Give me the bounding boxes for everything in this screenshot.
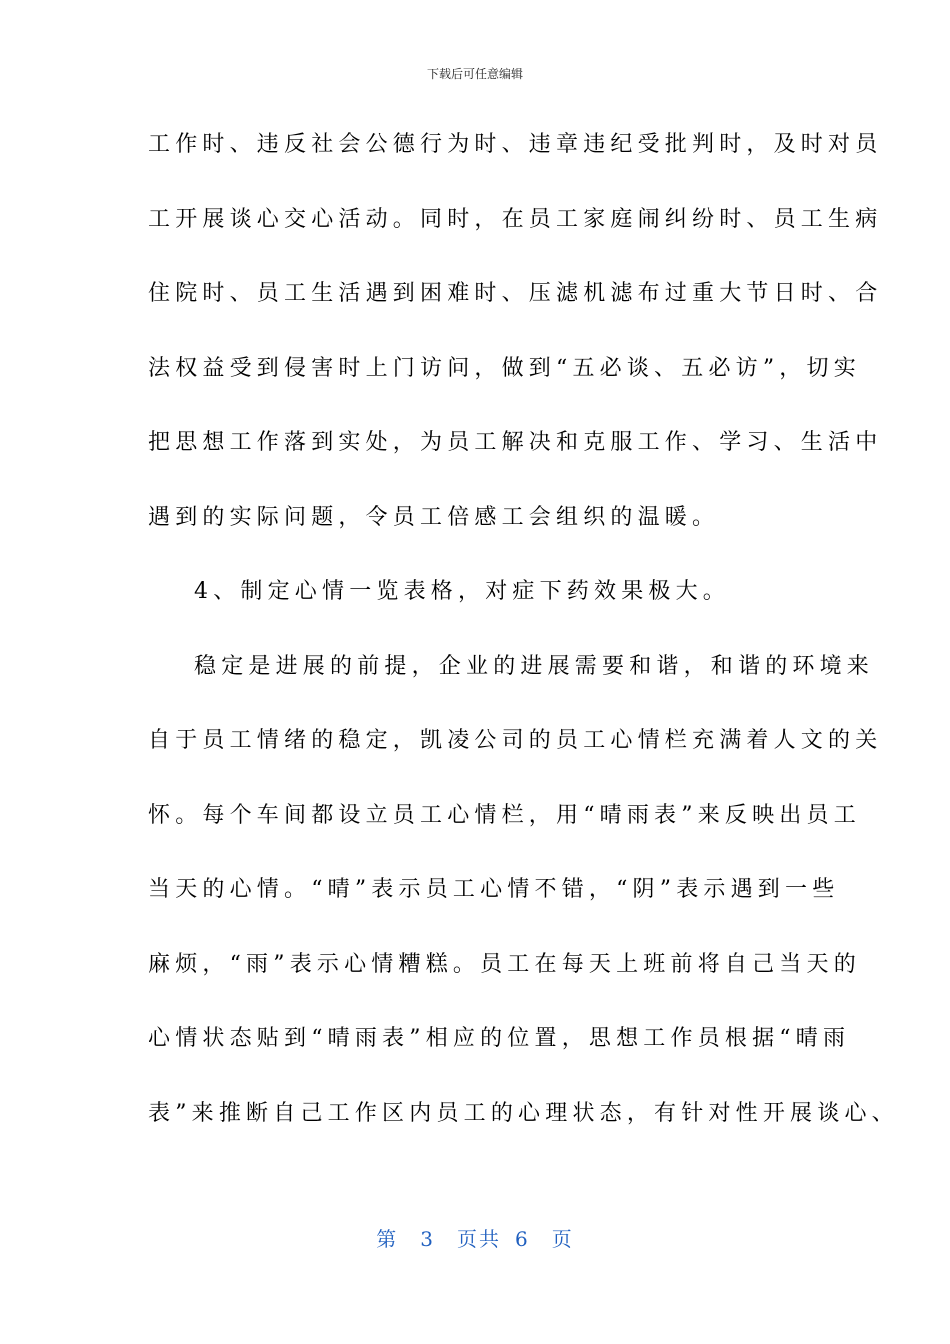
- paragraph-line: 麻烦，“雨”表示心情糟糕。员工在每天上班前将自己当天的: [148, 951, 861, 977]
- paragraph-line: 工开展谈心交心活动。同时，在员工家庭闹纠纷时、员工生病: [148, 206, 883, 232]
- paragraph-line: 把思想工作落到实处，为员工解决和克服工作、学习、生活中: [148, 430, 883, 455]
- paragraph-line: 怀。每个车间都设立员工心情栏，用“晴雨表”来反映出员工: [148, 802, 861, 828]
- paragraph-line: 遇到的实际问题，令员工倍感工会组织的温暖。: [148, 504, 720, 530]
- footer-prefix: 第: [376, 1227, 399, 1251]
- paragraph-line: 法权益受到侵害时上门访问，做到“五必谈、五必访”，切实: [148, 355, 861, 381]
- paragraph-line: 当天的心情。“晴”表示员工心情不错，“阴”表示遇到一些: [148, 877, 840, 902]
- total-pages-number: 6: [515, 1227, 530, 1251]
- footer-middle: 页共: [457, 1227, 501, 1251]
- paragraph-line: 表”来推断自己工作区内员工的心理状态，有针对性开展谈心、: [148, 1100, 899, 1126]
- document-body: [148, 123, 899, 1166]
- paragraph-line: 工作时、违反社会公德行为时、违章违纪受批判时，及时对员: [148, 132, 883, 157]
- current-page-number: 3: [420, 1227, 435, 1251]
- paragraph-line: 心情状态贴到“晴雨表”相应的位置，思想工作员根据“晴雨: [148, 1026, 851, 1051]
- paragraph-line: 住院时、员工生活遇到困难时、压滤机滤布过重大节日时、合: [148, 281, 883, 306]
- footer-suffix: 页: [551, 1227, 574, 1251]
- paragraph-line: 稳定是进展的前提，企业的进展需要和谐，和谐的环境来: [194, 653, 875, 679]
- paragraph-line: 自于员工情绪的稳定，凯凌公司的员工心情栏充满着人文的关: [148, 728, 883, 753]
- page-footer: [0, 1226, 950, 1252]
- page-header: 下载后可任意编辑: [426, 67, 523, 81]
- section-heading: 4、制定心情一览表格，对症下药效果极大。: [194, 579, 730, 604]
